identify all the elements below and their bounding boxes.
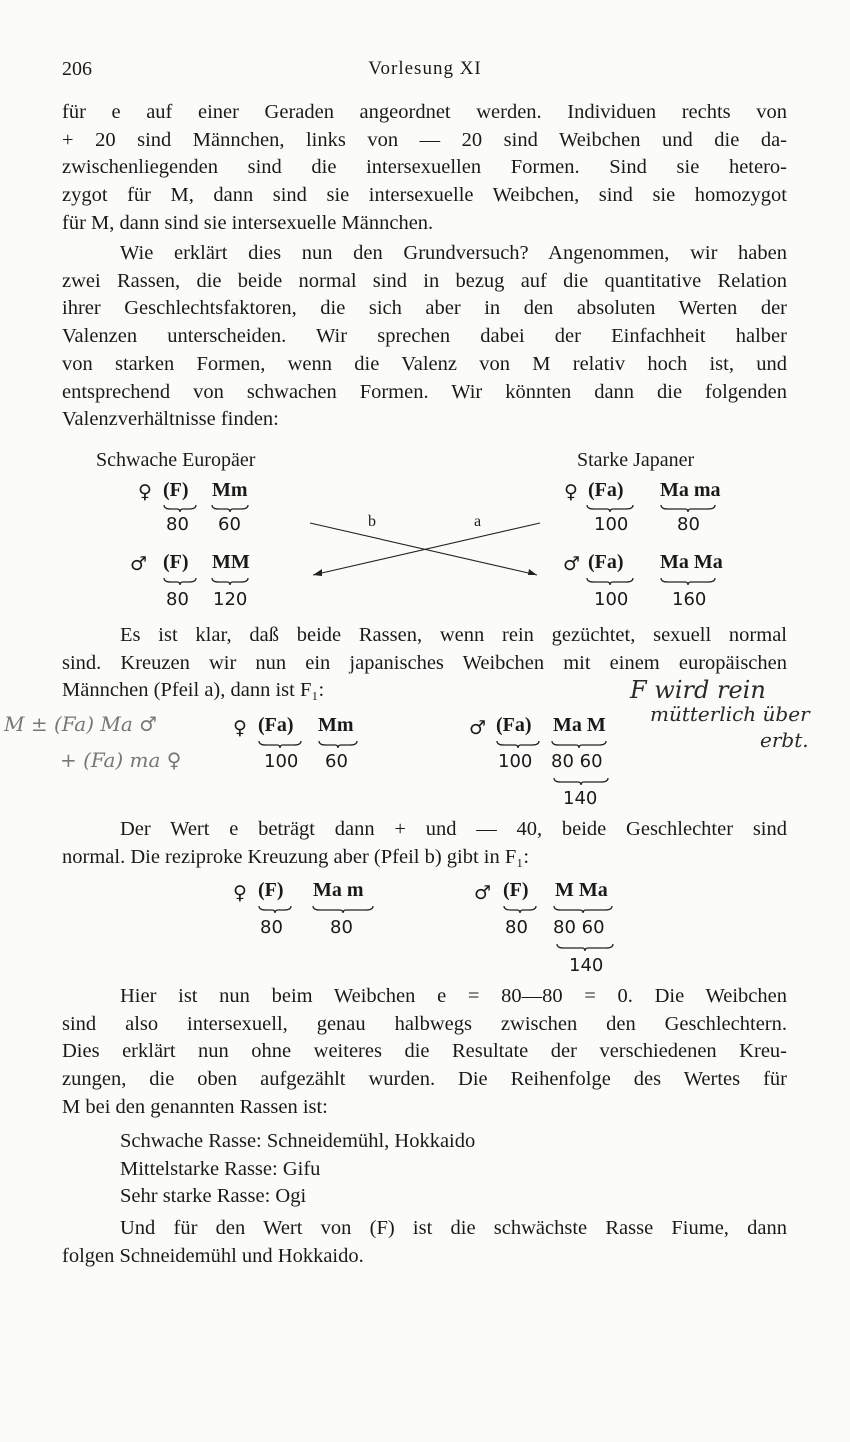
- paragraph-5: [62, 983, 787, 1122]
- factor-f: (F): [163, 479, 189, 501]
- brace: [553, 777, 609, 785]
- factor-m: Mm: [318, 714, 354, 736]
- factor-m: Ma M: [553, 714, 606, 736]
- text-line: zygot für M, dann sind sie intersexuelle Weibchen, sind sie homozygot: [62, 184, 787, 207]
- female-symbol: ♀: [564, 481, 578, 503]
- factor-m: Ma m: [313, 879, 364, 901]
- text-line: Dies erklärt nun ohne weiteres die Resultate der verschiedenen Kreu-: [62, 1040, 787, 1063]
- brace: [586, 504, 634, 512]
- factor-m: Ma Ma: [660, 551, 723, 573]
- male-symbol: ♂: [563, 553, 581, 575]
- text-line: sind. Kreuzen wir nun ein japanisches Weibchen mit einem europäischen: [62, 651, 787, 674]
- handwritten-note-line: M ± (Fa) Ma ♂: [4, 712, 158, 736]
- text-line: zungen, die oben aufgezählt wurden. Die Reihenfolge des Wertes für: [62, 1068, 787, 1091]
- value: 60: [218, 514, 241, 535]
- left-race-title: Schwache Europäer: [96, 449, 256, 471]
- text-line: normal. Die reziproke Kreuzung aber (Pfeil b) gibt in F₁:: [62, 845, 530, 868]
- brace: [211, 577, 249, 585]
- factor-fa: (Fa): [258, 714, 294, 736]
- factor-fa: (Fa): [496, 714, 532, 736]
- text-line: Hier ist nun beim Weibchen e = 80—80 = 0. Die Weibchen: [120, 985, 787, 1007]
- value: 80: [505, 917, 528, 938]
- crossing-arrows: [305, 515, 550, 580]
- page-number: 206: [62, 58, 92, 80]
- text-line: zwei Rassen, die beide normal sind in bezug auf die quantitative Relation: [62, 269, 787, 292]
- value: 100: [594, 514, 629, 535]
- handwritten-note-line: F wird rein: [630, 676, 766, 704]
- text-line: sind also intersexuell, genau halbwegs zwischen den Geschlechtern.: [62, 1012, 787, 1035]
- factor-m: Ma ma: [660, 479, 721, 501]
- value: 80 60: [553, 917, 605, 938]
- text-line: Es ist klar, daß beide Rassen, wenn rein gezüchtet, sexuell normal: [120, 624, 787, 646]
- paragraph-2: [62, 240, 787, 434]
- value: 100: [264, 751, 299, 772]
- brace: [553, 905, 613, 913]
- brace: [660, 577, 716, 585]
- text-line: Der Wert e beträgt dann + und — 40, beide Geschlechter sind: [120, 818, 787, 840]
- paragraph-6: [62, 1215, 787, 1270]
- text-line: Wie erklärt dies nun den Grundversuch? Angenommen, wir haben: [120, 242, 787, 264]
- male-symbol: ♂: [474, 882, 492, 904]
- text-line: entsprechend von schwachen Formen. Wir könnten dann die folgenden: [62, 380, 787, 403]
- value: 120: [213, 589, 248, 610]
- male-symbol: ♂: [469, 717, 487, 739]
- value: 80: [330, 917, 353, 938]
- brace: [163, 504, 197, 512]
- value: 80: [260, 917, 283, 938]
- text-line: von starken Formen, wenn die Valenz von M relativ hoch ist, und: [62, 352, 787, 375]
- value: 80: [166, 589, 189, 610]
- race-list: [62, 1128, 787, 1211]
- paragraph-1: [62, 99, 787, 238]
- brace: [660, 504, 716, 512]
- female-symbol: ♀: [138, 481, 152, 503]
- female-symbol: ♀: [233, 882, 247, 904]
- value: 80 60: [551, 751, 603, 772]
- sum-value: 140: [569, 955, 604, 976]
- brace: [586, 577, 634, 585]
- handwritten-note-line: mütterlich über: [650, 702, 810, 726]
- value: 160: [672, 589, 707, 610]
- handwritten-note-line: erbt.: [760, 728, 809, 752]
- text-line: + 20 sind Männchen, links von — 20 sind Weibchen und die da-: [62, 128, 787, 151]
- brace: [318, 740, 358, 748]
- handwritten-note-line: + (Fa) ma ♀: [60, 748, 182, 772]
- factor-f: (F): [258, 879, 284, 901]
- male-symbol: ♂: [130, 553, 148, 575]
- text-line: zwischenliegenden sind die intersexuellen Formen. Sind sie hetero-: [62, 156, 787, 179]
- right-race-title: Starke Japaner: [577, 449, 695, 471]
- factor-m: Mm: [212, 479, 248, 501]
- brace: [163, 577, 197, 585]
- factor-fa: (Fa): [588, 479, 624, 501]
- brace: [496, 740, 540, 748]
- text-line: Männchen (Pfeil a), dann ist F₁:: [62, 679, 325, 702]
- factor-m: M Ma: [555, 879, 608, 901]
- text-line: Valenzen unterscheiden. Wir sprechen dabei der Einfachheit halber: [62, 325, 787, 348]
- brace: [312, 905, 374, 913]
- arrow-label-b: b: [368, 513, 376, 530]
- female-symbol: ♀: [233, 717, 247, 739]
- brace: [503, 905, 537, 913]
- value: 80: [677, 514, 700, 535]
- brace: [211, 504, 249, 512]
- factor-f: (F): [163, 551, 189, 573]
- sum-value: 140: [563, 788, 598, 809]
- arrow-label-a: a: [474, 513, 482, 530]
- text-line: Valenzverhältnisse finden:: [62, 408, 279, 431]
- text-line: Und für den Wert von (F) ist die schwächste Rasse Fiume, dann: [120, 1217, 787, 1239]
- factor-f: (F): [503, 879, 529, 901]
- text-line: folgen Schneidemühl und Hokkaido.: [62, 1244, 364, 1267]
- value: 100: [594, 589, 629, 610]
- text-line: für M, dann sind sie intersexuelle Männchen.: [62, 211, 434, 234]
- text-line: für e auf einer Geraden angeordnet werden. Individuen rechts von: [62, 101, 787, 123]
- brace: [258, 905, 292, 913]
- running-title: Vorlesung XI: [368, 58, 482, 79]
- text-line: M bei den genannten Rassen ist:: [62, 1095, 328, 1118]
- paragraph-4: [62, 816, 787, 871]
- list-item: Sehr starke Rasse: Ogi: [120, 1185, 307, 1208]
- brace: [258, 740, 302, 748]
- value: 80: [166, 514, 189, 535]
- value: 60: [325, 751, 348, 772]
- brace: [551, 740, 607, 748]
- value: 100: [498, 751, 533, 772]
- factor-m: MM: [212, 551, 250, 573]
- text-line: ihrer Geschlechtsfaktoren, die sich aber in den absoluten Werten der: [62, 297, 787, 320]
- factor-fa: (Fa): [588, 551, 624, 573]
- list-item: Schwache Rasse: Schneidemühl, Hokkaido: [120, 1130, 476, 1152]
- list-item: Mittelstarke Rasse: Gifu: [120, 1157, 321, 1180]
- brace: [556, 943, 614, 951]
